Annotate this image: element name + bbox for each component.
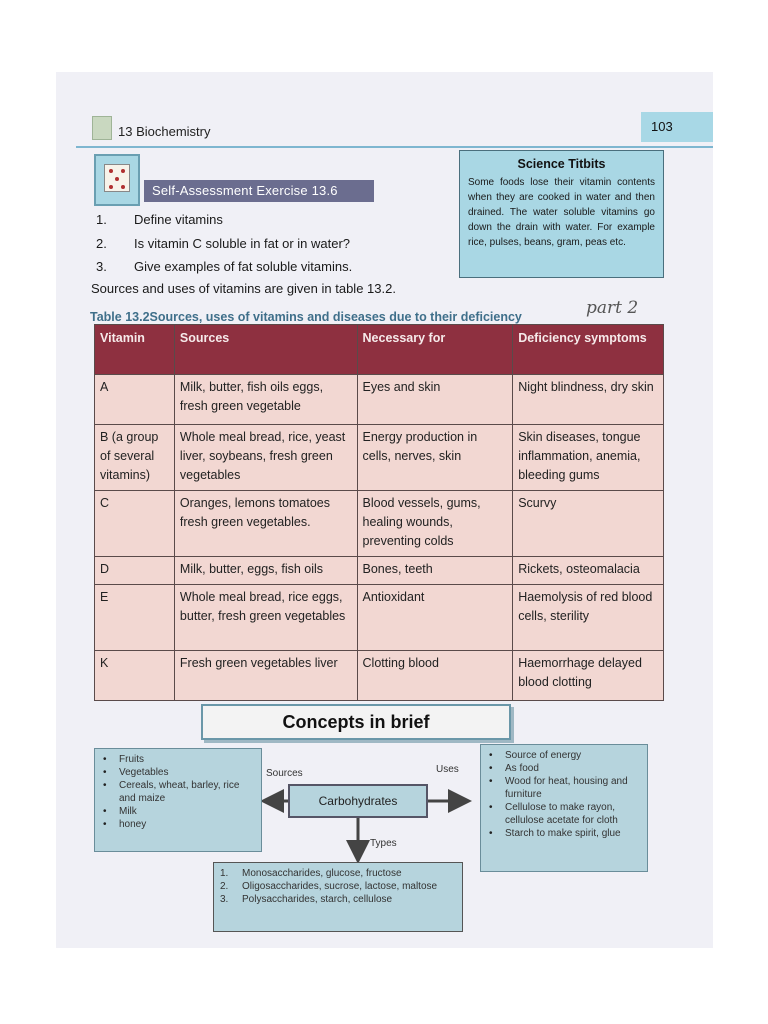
carbohydrates-node: Carbohydrates: [288, 784, 428, 818]
table-cell: Night blindness, dry skin: [513, 375, 664, 425]
types-label: Types: [370, 838, 397, 849]
column-header: Vitamin: [95, 325, 175, 375]
page-number: 103: [641, 112, 713, 142]
list-text: Oligosaccharides, sucrose, lactose, maltose: [242, 881, 438, 892]
titbits-title: Science Titbits: [517, 157, 606, 171]
question-number: 1.: [96, 212, 107, 227]
list-item: [220, 893, 456, 906]
table-cell: Antioxidant: [357, 585, 513, 651]
list-item: • Cereals, wheat, barley, rice and maize: [101, 779, 255, 805]
table-cell: Whole meal bread, rice, yeast liver, soybeans, fresh green vegetables: [174, 425, 357, 491]
column-header: Sources: [174, 325, 357, 375]
titbits-body: Some foods lose their vitamin contents when they are cooked in water and then drained. The water soluble vitamins go down the drain with water. For example rice, pulses, beans, gram, peas etc.: [468, 177, 655, 248]
list-text: Monosaccharides, glucose, fructose: [242, 868, 402, 879]
table-cell: Milk, butter, fish oils eggs, fresh green vegetable: [174, 375, 357, 425]
table-cell: Eyes and skin: [357, 375, 513, 425]
table-cell: Clotting blood: [357, 651, 513, 701]
uses-label: Uses: [436, 764, 459, 775]
table-cell: E: [95, 585, 175, 651]
table-cell: Milk, butter, eggs, fish oils: [174, 557, 357, 585]
table-cell: C: [95, 491, 175, 557]
list-text: Polysaccharides, starch, cellulose: [242, 894, 393, 905]
table-cell: Scurvy: [513, 491, 664, 557]
list-item: • Source of energy: [487, 749, 641, 762]
self-assessment-banner: Self-Assessment Exercise 13.6: [144, 180, 374, 202]
question-text: Give examples of fat soluble vitamins.: [134, 259, 353, 274]
list-item: • As food: [487, 762, 641, 775]
chapter-title: 13 Biochemistry: [118, 124, 211, 139]
list-item: • honey: [101, 818, 255, 831]
concepts-title: Concepts in brief: [201, 704, 511, 740]
table-cell: Fresh green vegetables liver: [174, 651, 357, 701]
handwritten-note: part 2: [586, 298, 639, 318]
column-header: Necessary for: [357, 325, 513, 375]
textbook-page: [56, 72, 713, 948]
list-item: [220, 880, 456, 893]
list-item: • Milk: [101, 805, 255, 818]
table-cell: Oranges, lemons tomatoes fresh green vegetables.: [174, 491, 357, 557]
question-number: 3.: [96, 259, 107, 274]
list-number: 2.: [220, 881, 229, 892]
table-cell: B (a group of several vitamins): [95, 425, 175, 491]
table-cell: K: [95, 651, 175, 701]
question-text: Define vitamins: [134, 212, 223, 227]
table-cell: D: [95, 557, 175, 585]
list-item: • Wood for heat, housing and furniture: [487, 775, 641, 801]
column-header: Deficiency symptoms: [513, 325, 664, 375]
list-item: • Fruits: [101, 753, 255, 766]
list-number: 1.: [220, 868, 229, 879]
table-title: Table 13.2Sources, uses of vitamins and diseases due to their deficiency: [90, 310, 522, 324]
list-item: • Vegetables: [101, 766, 255, 779]
table-cell: Haemorrhage delayed blood clotting: [513, 651, 664, 701]
table-cell: Haemolysis of red blood cells, sterility: [513, 585, 664, 651]
list-item: • Starch to make spirit, glue: [487, 827, 641, 840]
types-box: [213, 862, 463, 932]
table-cell: Whole meal bread, rice eggs, butter, fresh green vegetables: [174, 585, 357, 651]
table-cell: A: [95, 375, 175, 425]
uses-box: [480, 744, 648, 872]
table-cell: Blood vessels, gums, healing wounds, preventing colds: [357, 491, 513, 557]
sources-box: [94, 748, 262, 852]
table-cell: Bones, teeth: [357, 557, 513, 585]
sources-label: Sources: [266, 768, 303, 779]
table-cell: Skin diseases, tongue inflammation, anemia, bleeding gums: [513, 425, 664, 491]
list-number: 3.: [220, 894, 229, 905]
question-number: 2.: [96, 236, 107, 251]
table-intro-text: Sources and uses of vitamins are given in table 13.2.: [91, 281, 396, 296]
table-cell: Rickets, osteomalacia: [513, 557, 664, 585]
list-item: • Cellulose to make rayon, cellulose acetate for cloth: [487, 801, 641, 827]
question-text: Is vitamin C soluble in fat or in water?: [134, 236, 351, 251]
list-item: [220, 867, 456, 880]
table-cell: Energy production in cells, nerves, skin: [357, 425, 513, 491]
